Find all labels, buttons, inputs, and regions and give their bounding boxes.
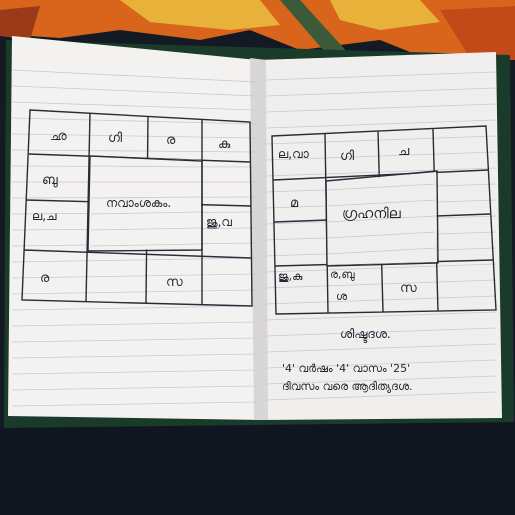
left-cell-r4c1: ര <box>40 271 50 286</box>
caption-line-2: ദിവസം വരെ ആദിത്യദശ. <box>282 380 413 393</box>
right-cell-r4c2: ര,ബു <box>330 268 355 281</box>
left-cell-r1c4: കു <box>218 137 231 152</box>
left-cell-r1c2: ഗി <box>108 131 123 146</box>
left-cell-r3c1: ല,ച <box>32 209 57 223</box>
caption-line-1: '4' വർഷം '4' വാസം '25' <box>282 362 411 375</box>
left-cell-r1c1: ഛ <box>50 129 67 144</box>
right-cell-r4c3: സ <box>400 281 417 296</box>
left-cell-r3c4: ജു,വ <box>206 215 232 229</box>
lower-table <box>0 422 515 515</box>
left-cell-r1c3: ര <box>166 133 176 148</box>
left-cell-r4c3: സ <box>166 275 183 290</box>
right-cell-r1c1: ല,വാ <box>278 147 309 161</box>
right-cell-r1c2: ഗി <box>340 149 355 164</box>
right-center-label: ഗ്രഹനില <box>342 206 401 222</box>
right-cell-r4c2-extra: ശ <box>336 290 348 303</box>
caption-title: ശിഷ്ടദശ. <box>340 327 391 341</box>
left-center-label: നവാംശകം. <box>106 196 172 210</box>
right-cell-r1c3: ച <box>398 144 410 159</box>
right-cell-r4c1: ജു,കു <box>278 270 303 283</box>
right-cell-r2c1: മ <box>290 196 299 211</box>
left-cell-r2c1: ബു <box>42 173 58 188</box>
